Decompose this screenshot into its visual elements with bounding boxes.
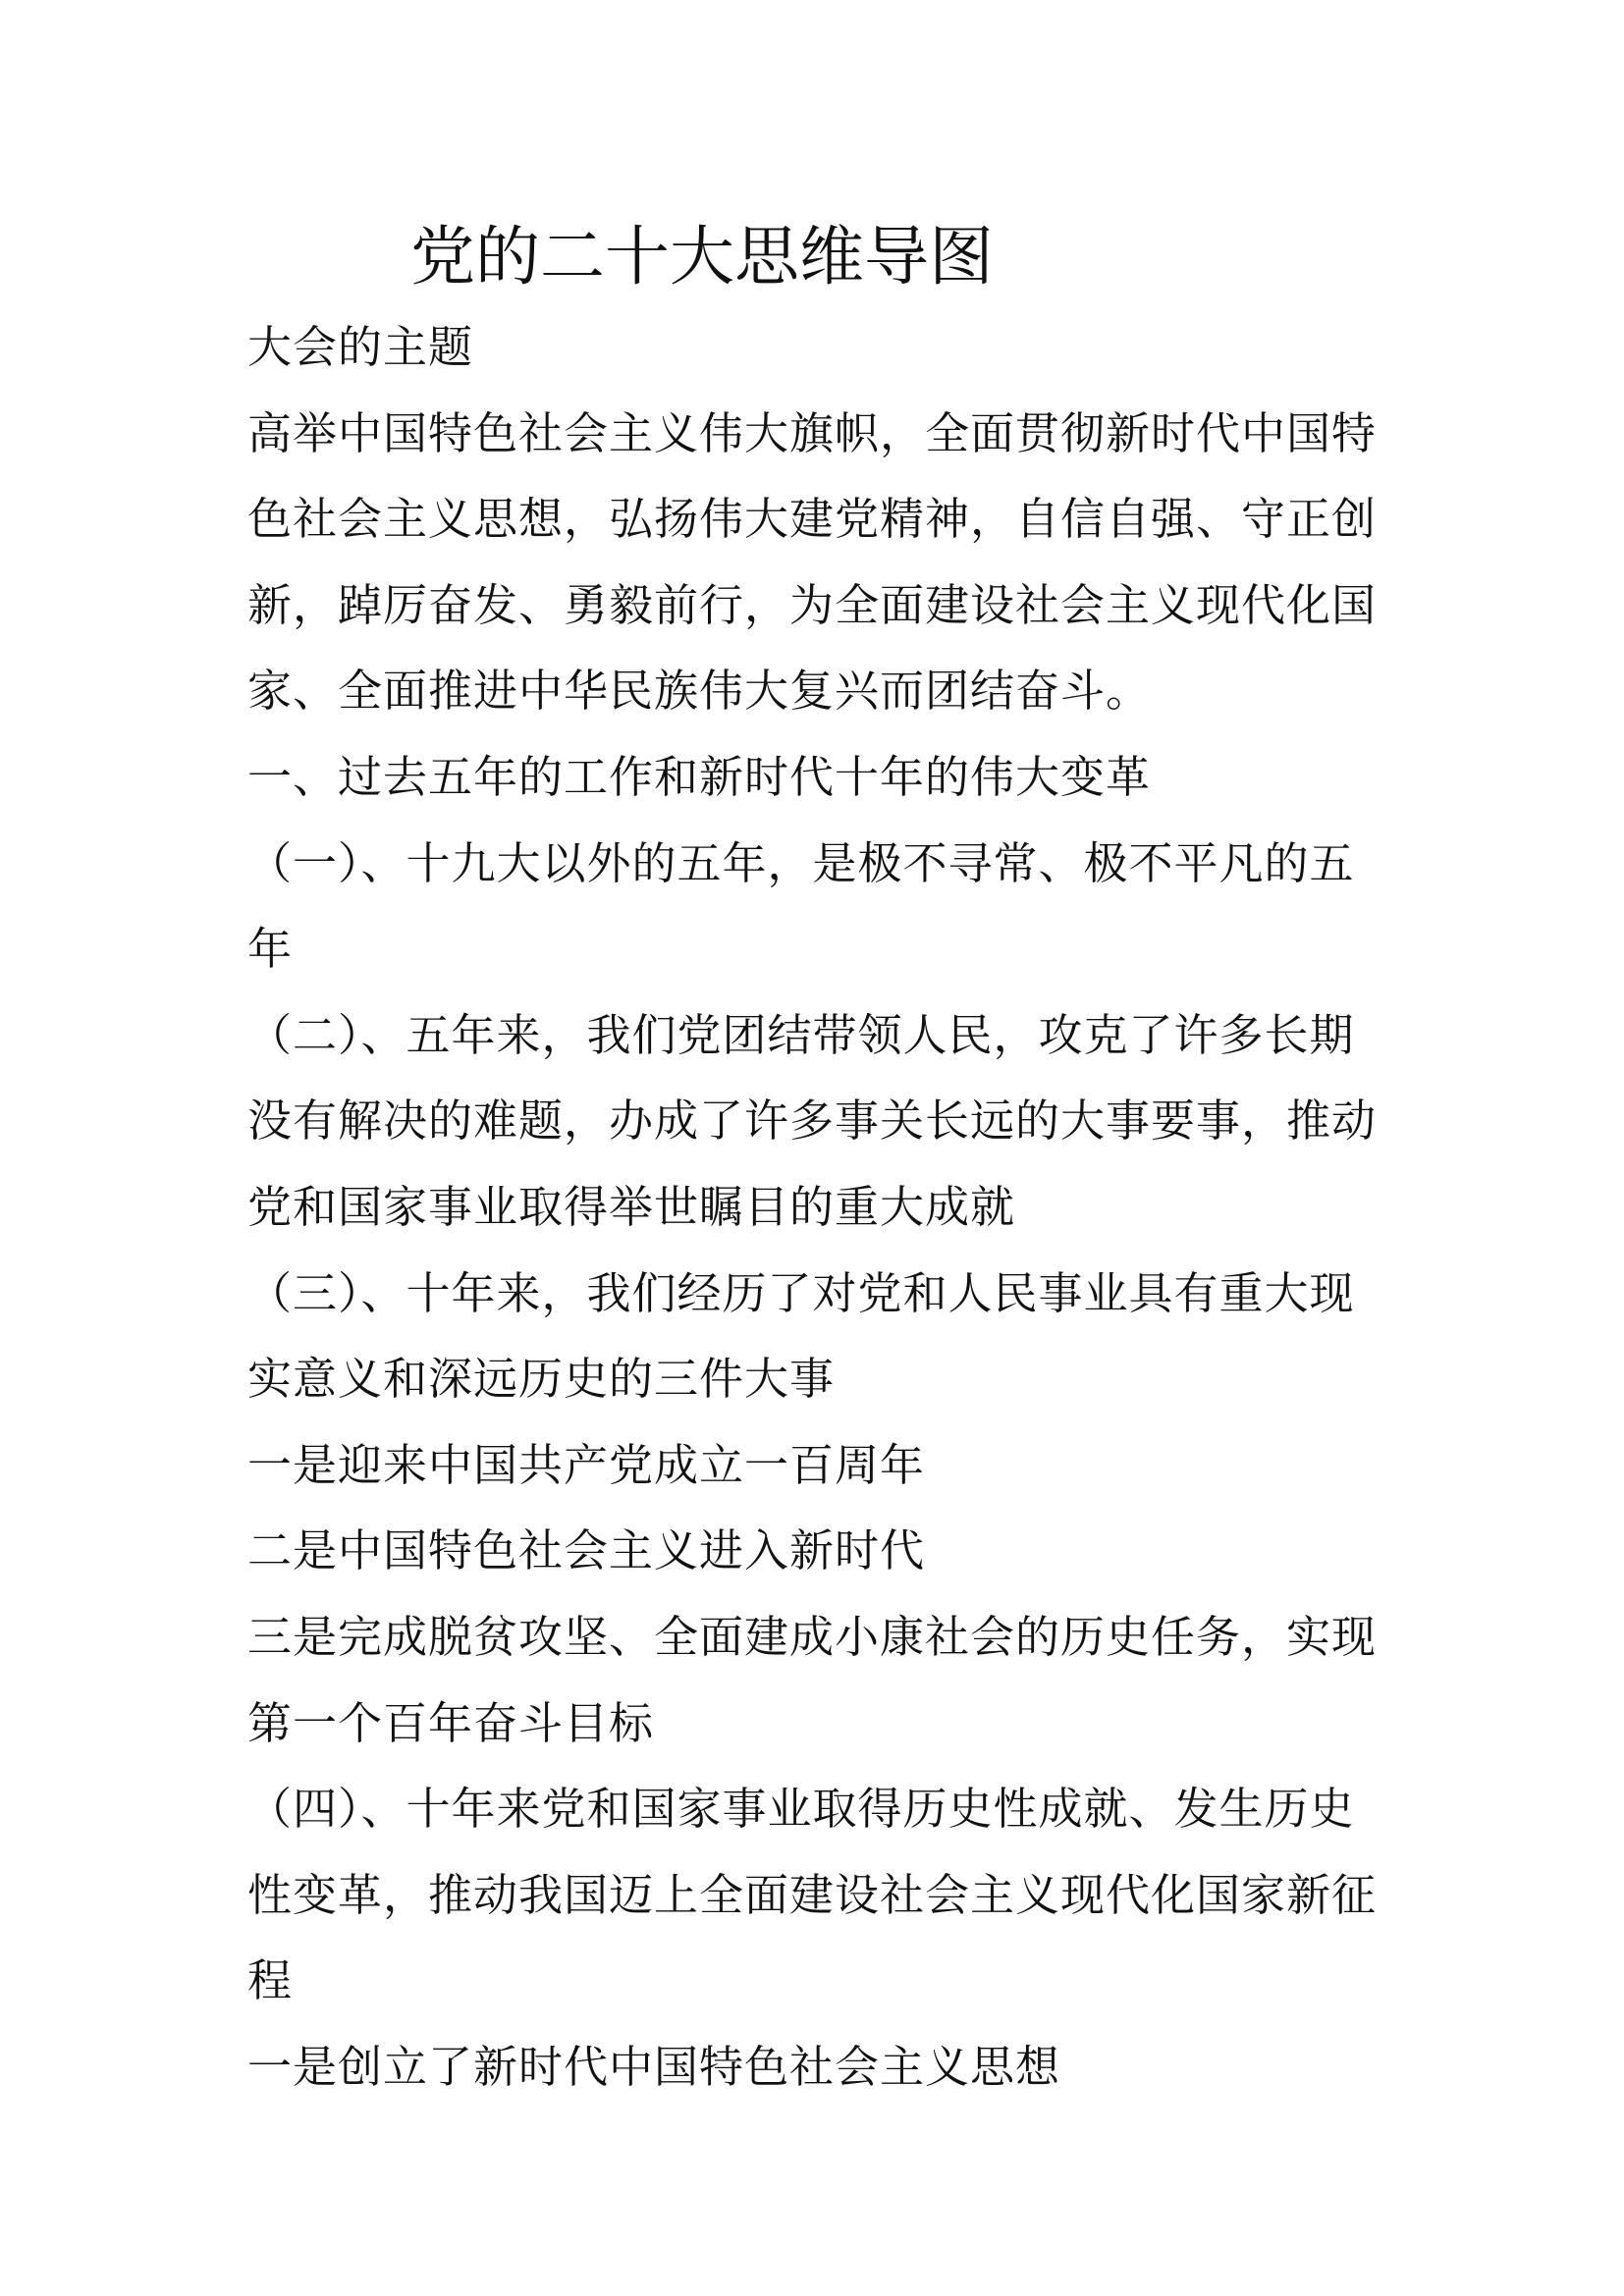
document-title: 党的二十大思维导图	[410, 219, 994, 294]
list-item-3: 三是完成脱贫攻坚、全面建成小康社会的历史任务，实现第一个百年奋斗目标	[247, 1610, 1378, 1749]
list-item-1: 一是迎来中国共产党成立一百周年	[247, 1438, 926, 1491]
section-heading-one: 一、过去五年的工作和新时代十年的伟大变革	[247, 750, 1152, 803]
subsection-one: （一）、十九大以外的五年，是极不寻常、极不平凡的五年	[247, 836, 1355, 976]
list-item-2: 二是中国特色社会主义进入新时代	[247, 1524, 926, 1577]
subsection-four: （四）、十年来党和国家事业取得历史性成就、发生历史性变革，推动我国迈上全面建设社会主义现代化国家新征程	[247, 1783, 1378, 2007]
list-item-4: 一是创立了新时代中国特色社会主义思想	[247, 2040, 1061, 2093]
document-body	[247, 304, 1396, 2109]
subsection-two: （二）、五年来，我们党团结带领人民，攻克了许多长期没有解决的难题，办成了许多事关长远的大事要事，推动党和国家事业取得举世瞩目的重大成就	[247, 1008, 1378, 1233]
theme-paragraph: 高举中国特色社会主义伟大旗帜，全面贯彻新时代中国特色社会主义思想，弘扬伟大建党精神，自信自强、守正创新，踔厉奋发、勇毅前行，为全面建设社会主义现代化国家、全面推进中华民族伟大复兴而团结奋斗。	[247, 406, 1378, 718]
subsection-three: （三）、十年来，我们经历了对党和人民事业具有重大现实意义和深远历史的三件大事	[247, 1266, 1355, 1406]
section-heading-theme: 大会的主题	[247, 321, 474, 373]
